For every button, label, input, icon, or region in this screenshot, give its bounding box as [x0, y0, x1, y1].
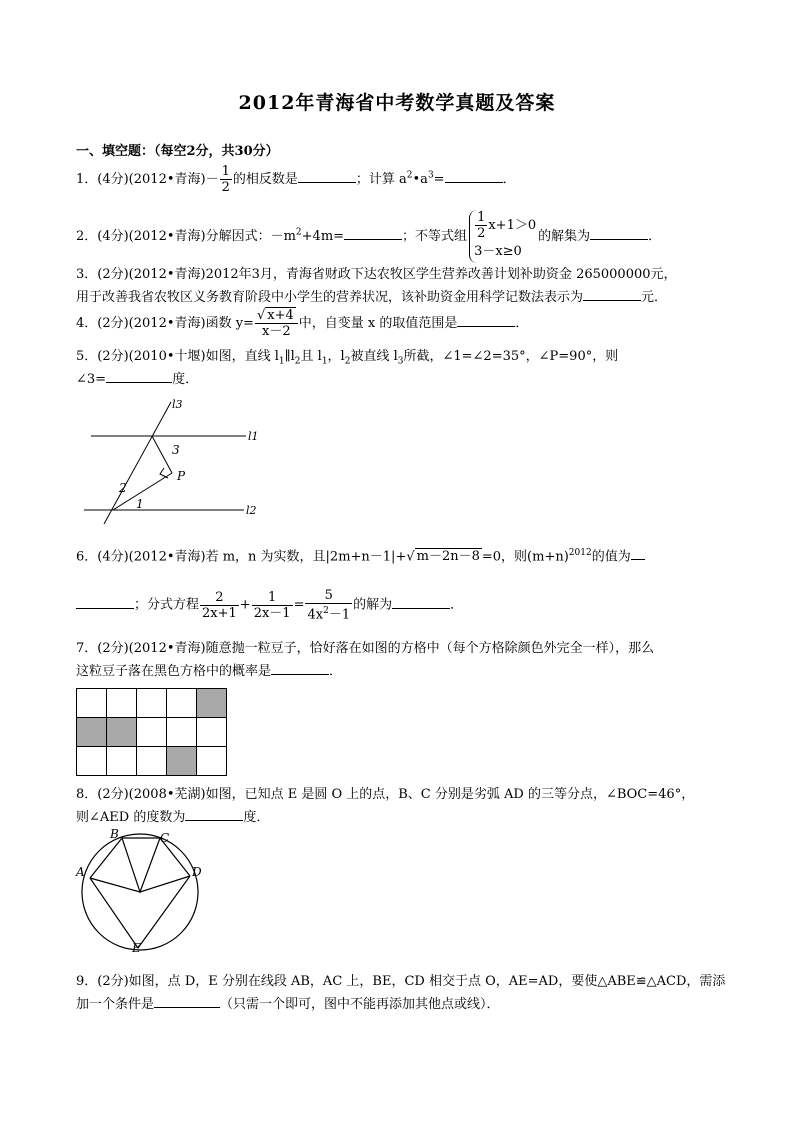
question-2: 2．(4分)(2012•青海)分解因式：$-m^2+4m=$ ；不等式组 $\frac{1}{2}$ x+1＞0 3－x≥0 的解集为 ． — [76, 210, 661, 263]
probability-grid — [76, 688, 227, 776]
label-a: A — [76, 865, 85, 879]
question-3-line-2: 用于改善我省农牧区义务教育阶段中小学生的营养状况，该补助资金用科学记数法表示为 元． — [76, 290, 668, 305]
segment-do — [140, 876, 190, 892]
question-8-line-2: 则∠AED 的度数为 度． — [76, 810, 270, 825]
answer-blank[interactable] — [298, 170, 356, 183]
label-angle-3: 3 — [172, 443, 180, 457]
label-b: B — [110, 827, 119, 841]
label-point-p: P — [177, 469, 186, 483]
parallel-lines-figure — [76, 392, 266, 532]
question-7-line-1: 7．(2分)(2012•青海)随意抛一粒豆子，恰好落在如图的方格中（每个方格除颜色外完全一样），那么 — [76, 641, 655, 656]
label-l3: l3 — [172, 398, 183, 411]
answer-blank[interactable] — [76, 596, 134, 609]
question-9-line-2: 加一个条件是 （只需一个即可，图中不能再添加其他点或线）． — [76, 997, 500, 1012]
grid-row — [77, 747, 227, 776]
question-9-line-1: 9．(2分)如图，点 D，E 分别在线段 AB，AC 上，BE，CD 相交于点 O，AE=AD，要使△ABE≌△ACD，需添 — [76, 974, 726, 989]
grid-cell-white — [107, 747, 137, 776]
fraction: $\frac{1}{2}$ — [221, 164, 230, 195]
segment-to-p — [152, 436, 172, 473]
grid-cell-white — [77, 747, 107, 776]
label-l1: l1 — [248, 430, 259, 443]
answer-blank[interactable] — [583, 288, 641, 301]
circle-figure — [74, 826, 214, 954]
answer-blank[interactable] — [631, 547, 645, 560]
question-3-line-1: 3．(2分)(2012•青海)2012年3月，青海省财政下达农牧区学生营养改善计划补助资金 265000000元， — [76, 267, 677, 282]
label-angle-1: 1 — [136, 497, 144, 511]
question-4: 4．(2分)(2012•青海)函数 y= $\frac{√ x+4}{x-2}$ 中，自变量 x 的取值范围是 ． — [76, 308, 529, 339]
answer-blank[interactable] — [590, 227, 648, 240]
grid-cell-dark — [167, 747, 197, 776]
grid-cell-white — [77, 689, 107, 718]
question-5-line-1: 5．(2分)(2010•十堰)如图，直线 $l_1\parallel l_2$且 $l_1$，$l_2$被直线 $l_3$所截，∠1=∠2=35°，∠P=90°，则 — [76, 349, 619, 367]
grid-cell-dark — [107, 718, 137, 747]
question-5-line-2: ∠3= 度． — [76, 372, 199, 387]
question-1: 1．(4分)(2012•青海)－ $\frac{1}{2}$ 的相反数是 ；计算 $a^2•a^3=$ ． — [76, 164, 516, 195]
label-e: E — [132, 941, 141, 954]
section-heading: 一、填空题：（每空2分，共30分） — [76, 144, 279, 159]
answer-blank[interactable] — [344, 227, 402, 240]
question-8-line-1: 8．(2分)(2008•芜湖)如图，已知点 E 是圆 O 上的点，B、C 分别是劣弧 AD 的三等分点，∠BOC=46°， — [76, 787, 695, 802]
answer-blank[interactable] — [271, 662, 329, 675]
grid-row — [77, 689, 227, 718]
answer-blank[interactable] — [392, 596, 450, 609]
question-7-line-2: 这粒豆子落在黑色方格中的概率是 ． — [76, 664, 343, 679]
grid-row — [77, 718, 227, 747]
inequality-system: $\frac{1}{2}$ x+1＞0 3－x≥0 — [469, 210, 536, 263]
question-6-line-1: 6．(4分)(2012•青海)若 m，n 为实数，且|2m+n－1|+√ m－2n－8 =0，则$(m+n)^{2012}$的值为 — [76, 545, 645, 565]
grid-cell-white — [137, 747, 167, 776]
label-l2: l2 — [246, 504, 257, 517]
label-d: D — [192, 865, 202, 879]
answer-blank[interactable] — [185, 808, 243, 821]
answer-blank[interactable] — [457, 314, 515, 327]
grid-cell-white — [137, 689, 167, 718]
answer-blank[interactable] — [106, 370, 172, 383]
grid-cell-white — [167, 689, 197, 718]
grid-cell-white — [167, 718, 197, 747]
chord-ae — [90, 878, 138, 948]
chord-de — [138, 876, 190, 948]
answer-blank[interactable] — [445, 170, 503, 183]
grid-cell-dark — [197, 689, 227, 718]
grid-cell-white — [197, 747, 227, 776]
grid-cell-white — [137, 718, 167, 747]
label-c: C — [160, 831, 170, 845]
grid-cell-white — [107, 689, 137, 718]
answer-blank[interactable] — [154, 995, 220, 1008]
question-6-line-2: ；分式方程 $\frac{2}{2x+1}$ + $\frac{1}{2x-1}$ = $\frac{5}{4x^2-1}$ 的解为 ． — [76, 588, 463, 622]
grid-cell-dark — [77, 718, 107, 747]
page-title: 2012年青海省中考数学真题及答案 — [238, 92, 556, 114]
label-angle-2: 2 — [119, 481, 127, 495]
grid-cell-white — [197, 718, 227, 747]
fraction: $\frac{√ x+4}{x-2}$ — [255, 308, 298, 339]
